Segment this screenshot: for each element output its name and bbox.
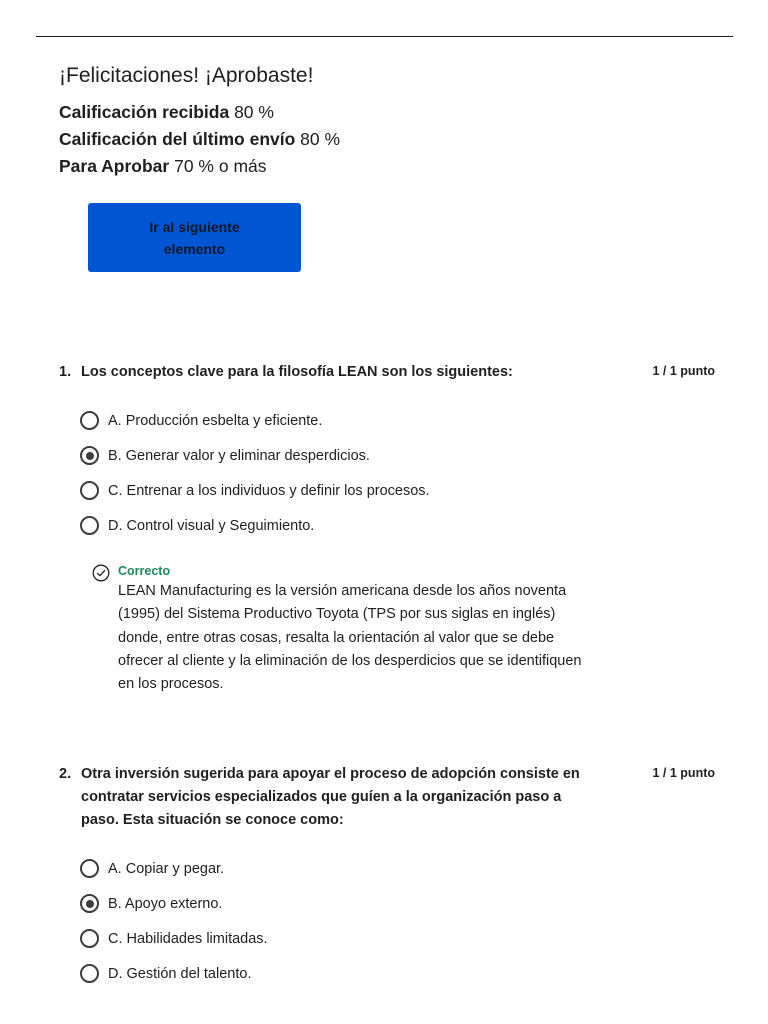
last-submission-grade-value: 80 % [300, 129, 341, 149]
check-circle-icon [92, 564, 110, 582]
last-submission-grade-label: Calificación del último envío [59, 129, 296, 149]
result-summary [59, 62, 340, 180]
top-divider [36, 36, 733, 37]
radio-button[interactable] [80, 929, 99, 948]
option-d[interactable] [80, 508, 719, 543]
option-label: A. Copiar y pegar. [108, 860, 225, 877]
option-a[interactable] [80, 851, 719, 886]
last-submission-grade-row [59, 126, 340, 153]
option-label: C. Entrenar a los individuos y definir los procesos. [108, 482, 430, 499]
feedback-body [118, 562, 598, 696]
grade-received-row [59, 99, 340, 126]
question-points: 1 / 1 punto [652, 364, 715, 378]
question-header [59, 763, 719, 832]
option-label: C. Habilidades limitadas. [108, 930, 268, 947]
option-b[interactable] [80, 886, 719, 921]
radio-button[interactable] [80, 516, 99, 535]
option-label: B. Apoyo externo. [108, 895, 223, 912]
radio-button[interactable] [80, 859, 99, 878]
passing-grade-value: 70 % o más [174, 156, 267, 176]
option-b[interactable] [80, 438, 719, 473]
grade-received-value: 80 % [234, 102, 274, 122]
radio-button[interactable] [80, 411, 99, 430]
question-number: 1. [59, 364, 72, 380]
option-a[interactable] [80, 403, 719, 438]
next-item-button[interactable]: Ir al siguiente elemento [88, 203, 301, 272]
question-2 [59, 763, 719, 991]
answer-feedback [92, 562, 719, 696]
passing-grade-label: Para Aprobar [59, 156, 170, 176]
radio-button-selected[interactable] [80, 446, 99, 465]
answer-options [80, 403, 719, 543]
option-label: A. Producción esbelta y eficiente. [108, 412, 323, 429]
radio-button[interactable] [80, 481, 99, 500]
question-points: 1 / 1 punto [652, 766, 715, 780]
option-c[interactable] [80, 473, 719, 508]
grade-stats [59, 99, 340, 180]
question-number: 2. [59, 766, 72, 782]
feedback-explanation: LEAN Manufacturing es la versión americana desde los años noventa (1995) del Sistema Productivo Toyota (TPS por sus siglas en inglés) donde, entre otras cosas, resalta la orientación al valor que se debe ofrecer al cliente y la eliminación de los desperdicios que se identifiquen en los procesos. [118, 583, 582, 693]
question-1 [59, 361, 719, 696]
option-label: D. Gestión del talento. [108, 965, 252, 982]
answer-options [80, 851, 719, 991]
option-label: B. Generar valor y eliminar desperdicios. [108, 447, 370, 464]
option-d[interactable] [80, 956, 719, 991]
option-c[interactable] [80, 921, 719, 956]
feedback-status: Correcto [118, 564, 171, 578]
question-text: Los conceptos clave para la filosofía LEAN son los siguientes: [81, 364, 513, 380]
question-text: Otra inversión sugerida para apoyar el proceso de adopción consiste en contratar servicios especializados que guíen a la organización paso a paso. Esta situación se conoce como: [81, 766, 580, 828]
grade-received-label: Calificación recibida [59, 102, 230, 122]
option-label: D. Control visual y Seguimiento. [108, 517, 315, 534]
result-heading: ¡Felicitaciones! ¡Aprobaste! [59, 64, 314, 87]
passing-grade-row [59, 153, 340, 180]
radio-button[interactable] [80, 964, 99, 983]
radio-button-selected[interactable] [80, 894, 99, 913]
question-header [59, 361, 719, 384]
